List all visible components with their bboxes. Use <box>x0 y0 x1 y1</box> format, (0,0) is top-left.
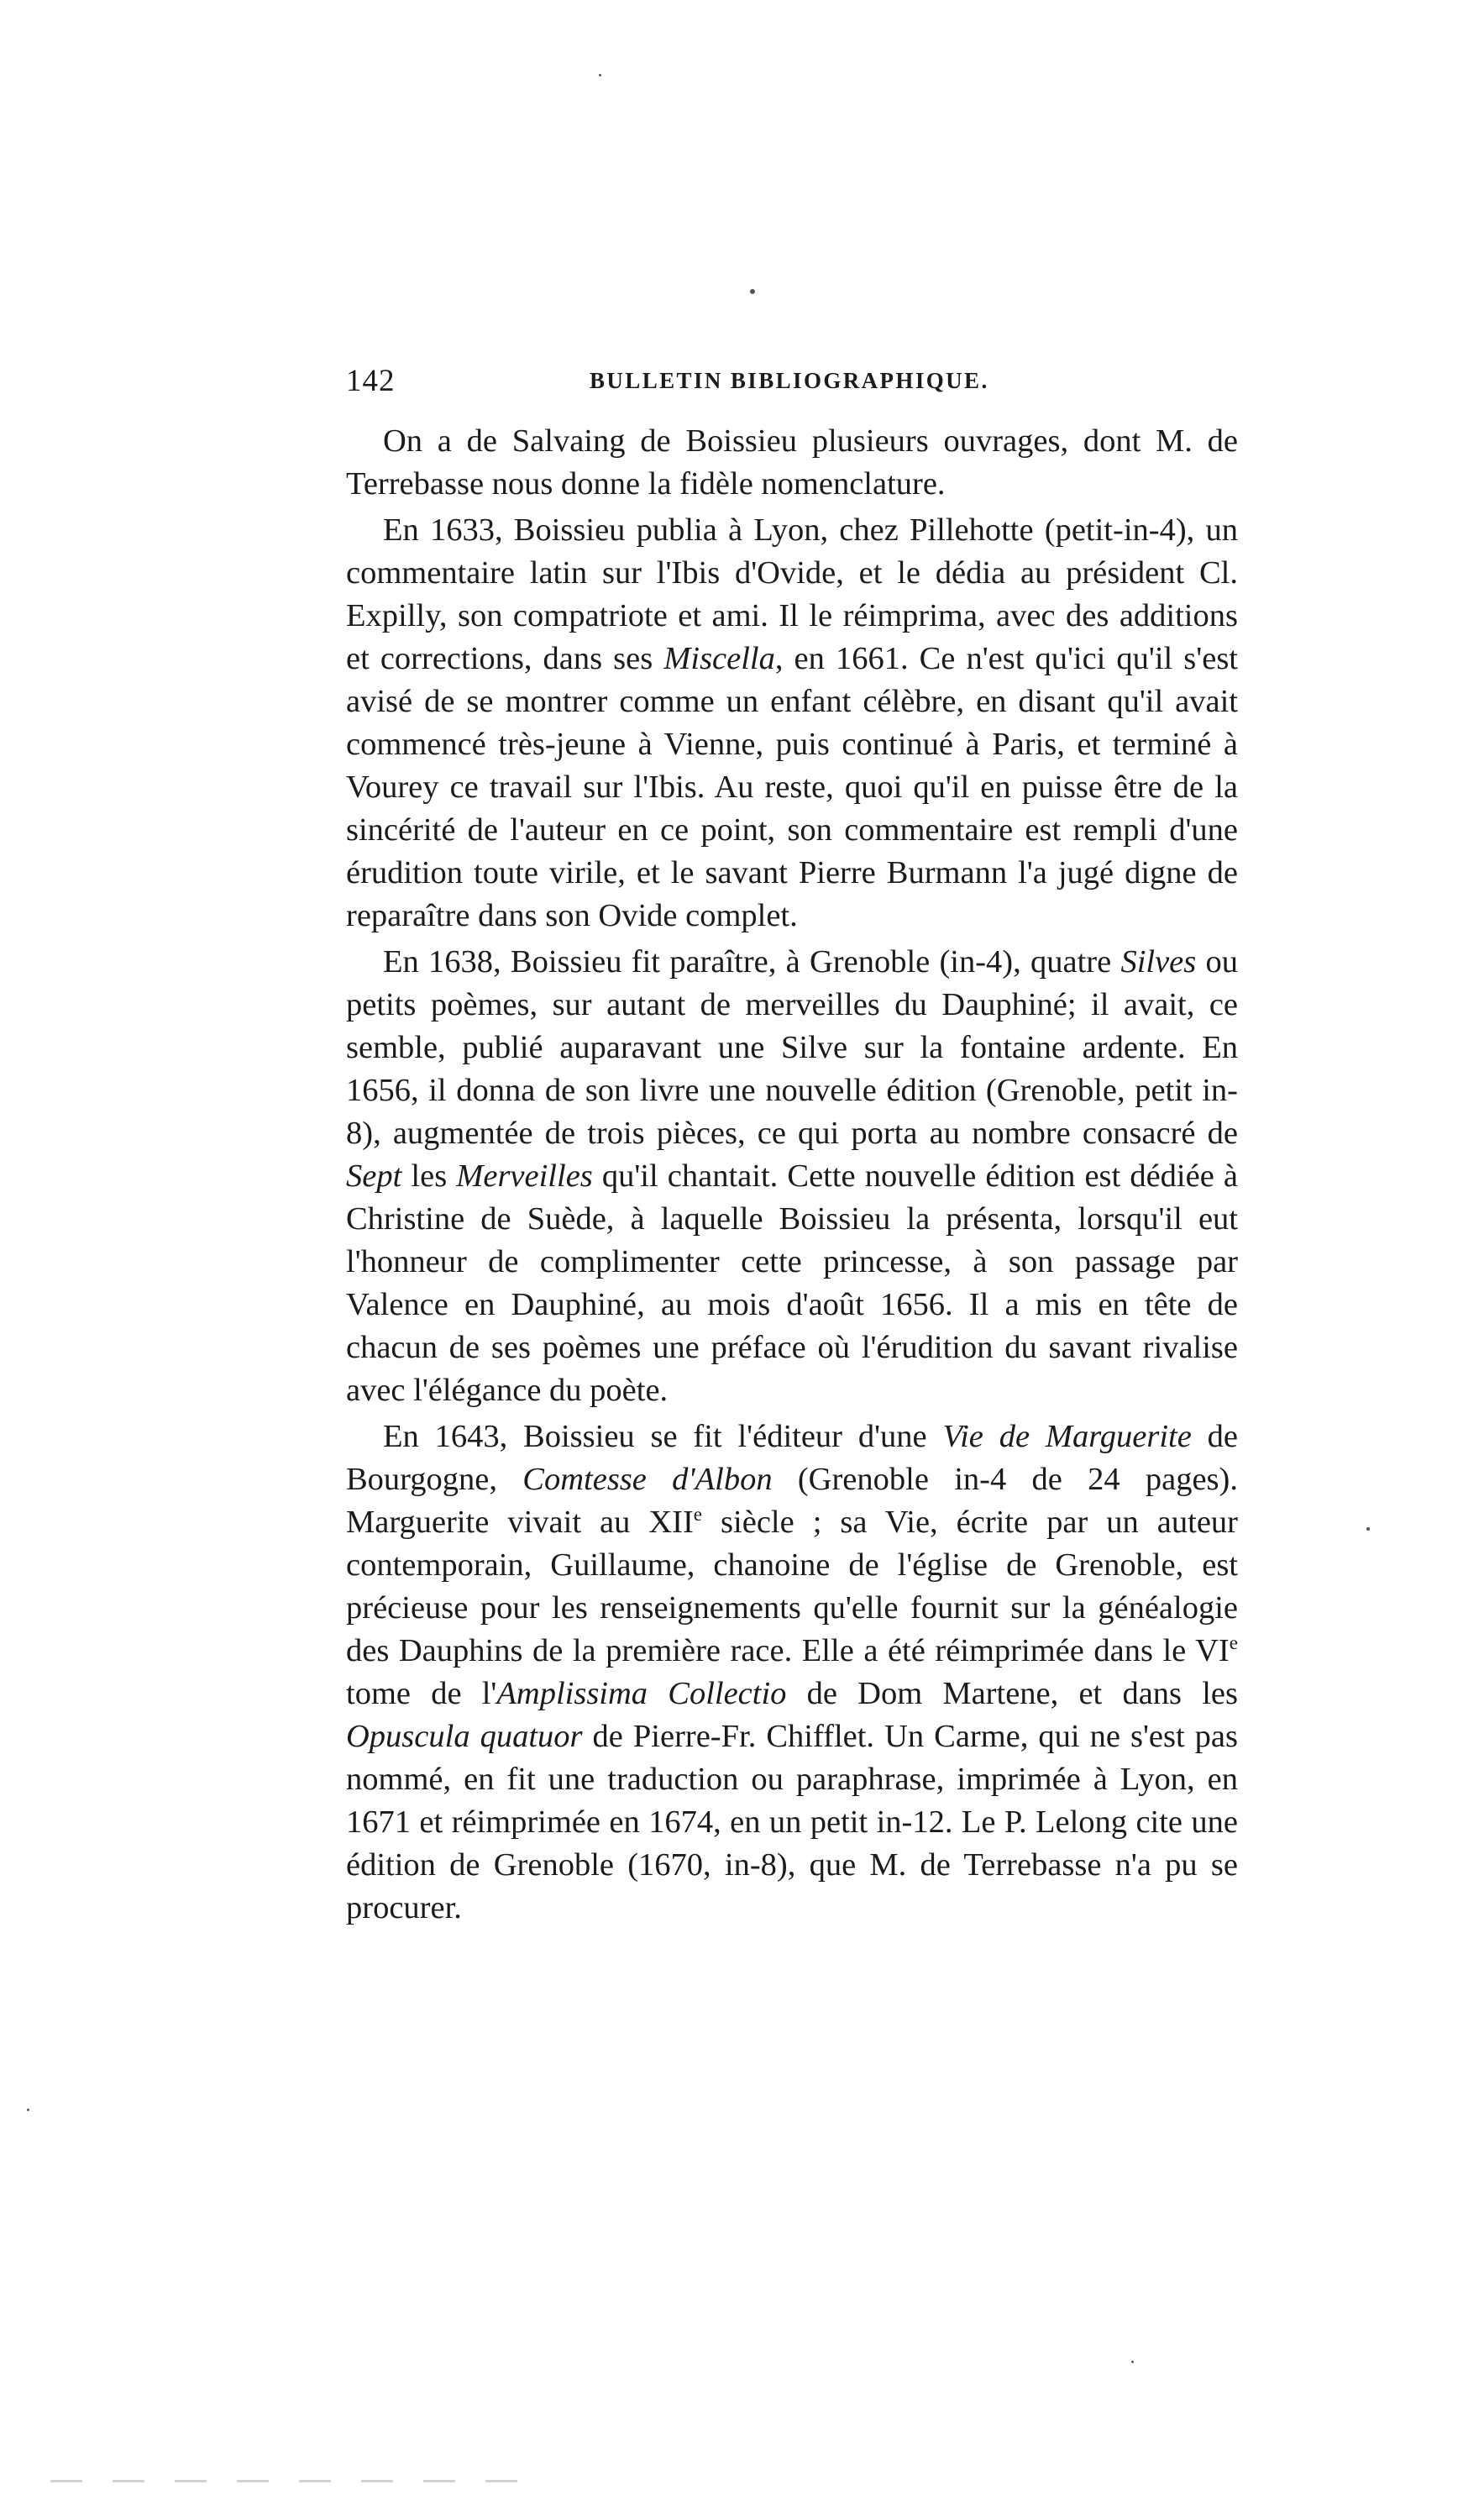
running-title: BULLETIN BIBLIOGRAPHIQUE. <box>590 368 989 393</box>
italic-title: Comtesse d'Albon <box>522 1462 773 1497</box>
page-header <box>346 363 1236 410</box>
italic-title: Amplissima Collectio <box>496 1676 787 1711</box>
text-segment: ou petits poèmes, sur autant de merveilles du Dauphiné; il avait, ce semble, publié auparavant une Silve sur la fontaine ardente. En 1656, il donna de son livre une nouvelle édition (Grenoble, petit in-8), augmentée de trois pièces, ce qui porta au nombre consacré de <box>346 944 1239 1151</box>
text-segment: (Grenoble in-4 de 24 pages). Marguerite vivait au XII <box>346 1462 1238 1540</box>
text-segment: qu'il chantait. Cette nouvelle édition est dédiée à Christine de Suède, à laquelle Boissieu la présenta, lorsqu'il eut l'honneur de complimenter cette princesse, à son passage par Valence en Dauphiné, au mois d'août 1656. Il a mis en tête de chacun de ses poèmes une préface où l'érudition du savant rivalise avec l'élégance du poète. <box>346 1158 1238 1408</box>
page-number: 142 <box>346 364 396 398</box>
text-segment: En 1643, Boissieu se fit l'éditeur d'une <box>383 1419 943 1454</box>
text-segment: En 1638, Boissieu fit paraître, à Grenoble (in-4), quatre <box>383 944 1121 980</box>
text-segment: de Dom Martene, et dans les <box>786 1676 1238 1711</box>
scan-speck <box>750 289 755 294</box>
text-segment: tome de l' <box>346 1676 497 1711</box>
scan-speck <box>1131 2361 1134 2363</box>
paragraph-3 <box>346 941 1238 1412</box>
scan-speck <box>599 74 601 76</box>
paragraph-1 <box>346 420 1238 506</box>
text-segment: de Pierre-Fr. Chifflet. Un Carme, qui ne s'est pas nommé, en fit une traduction ou paraphrase, imprimée à Lyon, en 1671 et réimprimée en 1674, en un petit in-12. Le P. Lelong cite une édition de Grenoble (1670, in-8), que M. de Terrebasse n'a pu se procurer. <box>346 1719 1238 1925</box>
italic-title: Silves <box>1120 944 1197 980</box>
text-segment: , en 1661. Ce n'est qu'ici qu'il s'est avisé de se montrer comme un enfant célèbre, en disant qu'il avait commencé très-jeune à Vienne, puis continué à Paris, et terminé à Vourey ce travail sur l'Ibis. Au reste, quoi qu'il en puisse être de la sincérité de l'auteur en ce point, son commentaire est rempli d'une érudition toute virile, et le savant Pierre Burmann l'a jugé digne de reparaître dans son Ovide complet. <box>346 641 1238 933</box>
text-segment: siècle ; sa Vie, écrite par un auteur contemporain, Guillaume, chanoine de l'église de Grenoble, est précieuse pour les renseignements qu'elle fournit sur la généalogie des Dauphins de la première race. Elle a été réimprimée dans le VI <box>346 1505 1238 1668</box>
text-segment: de Bourgogne, <box>346 1419 1238 1497</box>
scan-edge-noise <box>50 2480 521 2482</box>
text-segment: En 1633, Boissieu publia à Lyon, chez Pillehotte (petit-in-4), un commentaire latin sur l'Ibis d'Ovide, et le dédia au président Cl. Expilly, son compatriote et ami. Il le réimprima, avec des additions et corrections, dans ses <box>346 512 1238 676</box>
italic-title: Opuscula quatuor <box>346 1719 583 1754</box>
scan-speck <box>1366 1527 1370 1531</box>
superscript: e <box>1229 1631 1238 1654</box>
paragraph-2 <box>346 509 1238 938</box>
text-segment: les <box>401 1158 457 1194</box>
superscript: e <box>693 1503 703 1526</box>
italic-title: Miscella <box>663 641 775 676</box>
scan-speck <box>27 2109 29 2111</box>
italic-title: Sept <box>346 1158 402 1194</box>
italic-title: Vie de Marguerite <box>942 1419 1192 1454</box>
body-text <box>346 420 1238 1930</box>
paragraph-4 <box>346 1416 1238 1930</box>
italic-title: Merveilles <box>456 1158 593 1194</box>
text-segment: On a de Salvaing de Boissieu plusieurs ouvrages, dont M. de Terrebasse nous donne la fidèle nomenclature. <box>346 423 1238 502</box>
